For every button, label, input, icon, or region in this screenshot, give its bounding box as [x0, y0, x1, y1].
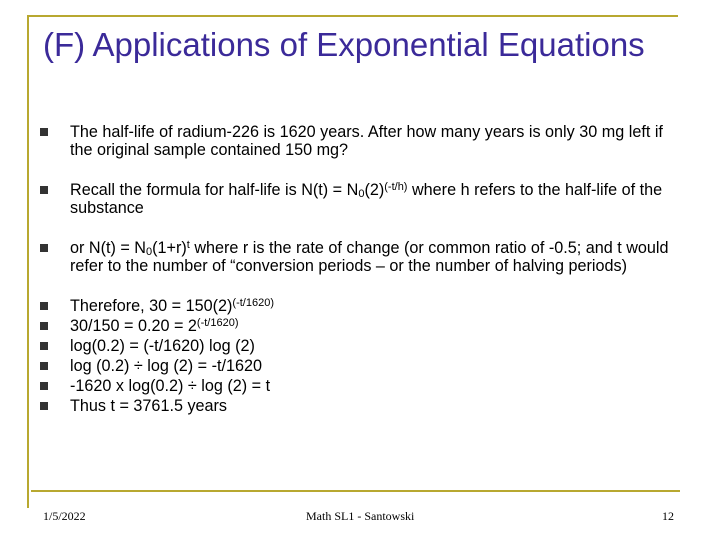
bullet-text: or $N(t) = N_0(1+r)^t$ where r is the rate of change (or common ratio of -0.5; and t would refer to the number of “conversion periods – or the number of halving periods) [70, 239, 669, 275]
bullet-item [40, 181, 680, 217]
footer-course: Math SL1 - Santowski [306, 509, 415, 523]
bullet-item [40, 397, 680, 415]
bullet-item [40, 337, 680, 355]
square-bullet-icon [40, 402, 48, 410]
bullet-item [40, 357, 680, 375]
footer-divider [31, 490, 680, 492]
square-bullet-icon [40, 302, 48, 310]
bullet-text: -1620 x log(0.2) ÷ log (2) = t [70, 377, 271, 395]
bullet-item [40, 297, 680, 315]
bullet-text: Thus t = 3761.5 years [70, 397, 228, 415]
bullet-item [40, 317, 680, 335]
bullet-text: log (0.2) ÷ log (2) = -t/1620 [70, 357, 262, 375]
bullet-text: Therefore, $30 = 150(2)^{(-t/1620)}$ [70, 297, 274, 315]
slide-title: (F) Applications of Exponential Equations [43, 26, 645, 63]
footer-date: 1/5/2022 [43, 509, 86, 523]
square-bullet-icon [40, 186, 48, 194]
square-bullet-icon [40, 128, 48, 136]
square-bullet-icon [40, 244, 48, 252]
square-bullet-icon [40, 342, 48, 350]
bullet-text: $30/150 = 0.20 = 2^{(-t/1620)}$ [70, 317, 239, 335]
bullet-list [40, 123, 680, 415]
bullet-item [40, 123, 680, 159]
bullet-text: Recall the formula for half-life is $N(t) = N_0(2)^{(-t/h)}$ where h refers to the half-life of the substance [70, 181, 663, 217]
bullet-item [40, 377, 680, 395]
bullet-item [40, 239, 680, 275]
square-bullet-icon [40, 382, 48, 390]
square-bullet-icon [40, 322, 48, 330]
bullet-text: log(0.2) = (-t/1620) log (2) [70, 337, 255, 355]
page-number: 12 [662, 509, 674, 523]
square-bullet-icon [40, 362, 48, 370]
bullet-text: The half-life of radium-226 is 1620 years. After how many years is only 30 mg left if the original sample contained 150 mg? [70, 123, 663, 159]
